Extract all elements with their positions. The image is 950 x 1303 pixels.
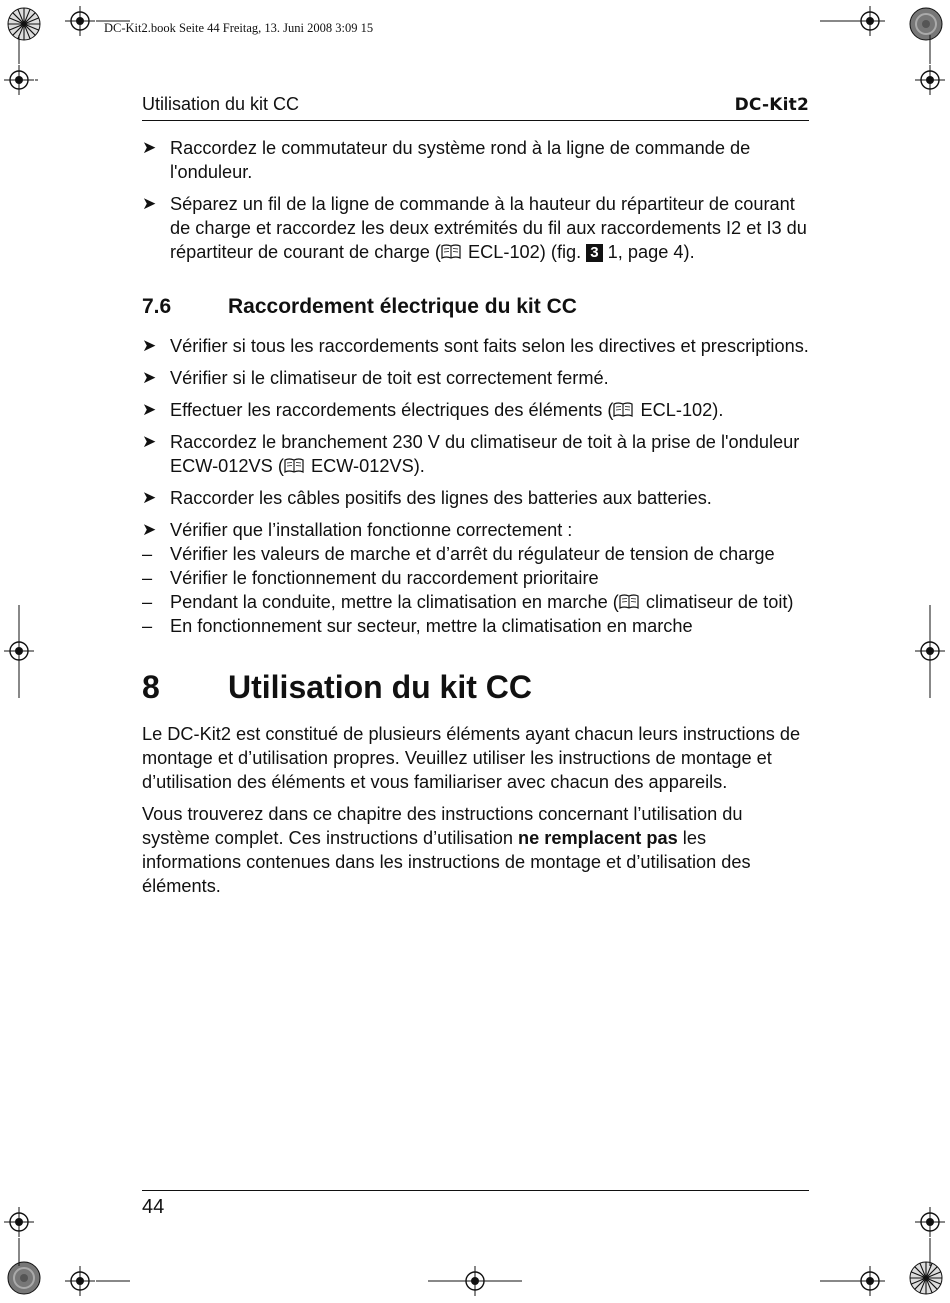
list-item-text: Vérifier que l’installation fonctionne correctement : — [170, 520, 573, 540]
sub-list-item-text: Vérifier les valeurs de marche et d’arrêt du régulateur de tension de charge — [170, 544, 775, 564]
arrow-bullet-icon: ➤ — [142, 520, 157, 539]
arrow-bullet-icon: ➤ — [142, 368, 157, 387]
list-item-text: Effectuer les raccordements électriques des éléments ( — [170, 400, 614, 420]
list-item — [142, 398, 810, 422]
dash-bullet-icon: – — [142, 568, 153, 588]
list-item — [142, 136, 810, 184]
footer-rule — [142, 1190, 809, 1191]
print-slug: DC-Kit2.book Seite 44 Freitag, 13. Juni 2008 3:09 15 — [104, 21, 374, 35]
list-item-text: Raccordez le branchement 230 V du climatiseur de toit à la prise de l'onduleur ECW-012VS ( — [170, 432, 800, 476]
arrow-bullet-icon: ➤ — [142, 432, 157, 451]
sub-list-item-text: En fonctionnement sur secteur, mettre la climatisation en marche — [170, 616, 693, 636]
section-number: 7.6 — [142, 295, 172, 318]
list-item-text: ECW-012VS). — [305, 456, 425, 476]
list-item — [142, 430, 810, 478]
dash-bullet-icon: – — [142, 544, 153, 564]
list-item-text: ECL-102) (fig. — [462, 242, 587, 262]
list-item-text: 1, page 4). — [602, 242, 695, 262]
arrow-bullet-icon: ➤ — [142, 336, 157, 355]
sub-list-item — [142, 542, 810, 566]
book-icon — [284, 458, 304, 474]
page-number: 44 — [142, 1196, 165, 1218]
list-item — [142, 366, 810, 390]
sub-list — [142, 542, 810, 638]
list-item-text: Vérifier si tous les raccordements sont faits selon les directives et prescriptions. — [170, 336, 809, 356]
dash-bullet-icon: – — [142, 616, 153, 636]
book-icon — [613, 402, 633, 418]
figure-number-badge: 3 — [586, 244, 602, 262]
paragraph-emphasis: ne remplacent pas — [518, 828, 678, 848]
section-heading — [142, 294, 810, 320]
page-content — [142, 136, 810, 906]
arrow-bullet-icon: ➤ — [142, 488, 157, 507]
paragraph: Le DC-Kit2 est constitué de plusieurs éléments ayant chacun leurs instructions de montage et d’utilisation propres. Veuillez utiliser les instructions de montage et d’utilisation des éléments et vous familiariser avec chacun des appareils. — [142, 724, 801, 792]
list-item — [142, 334, 810, 358]
list-item-text: ECL-102). — [635, 400, 724, 420]
list-item — [142, 518, 810, 542]
arrow-bullet-icon: ➤ — [142, 194, 157, 213]
chapter-title: Utilisation du kit CC — [228, 669, 532, 705]
book-icon — [441, 244, 461, 260]
list-item-text: Vérifier si le climatiseur de toit est correctement fermé. — [170, 368, 609, 388]
paragraph-text: Vous trouverez dans ce chapitre des instructions concernant l’utilisation du système complet. Ces instructions d’utilisation — [142, 804, 743, 848]
arrow-bullet-icon: ➤ — [142, 400, 157, 419]
list-item-text: Raccordez le commutateur du système rond à la ligne de commande de l'onduleur. — [170, 138, 751, 182]
list-item-text: Raccorder les câbles positifs des lignes des batteries aux batteries. — [170, 488, 712, 508]
sub-list-item-text: climatiseur de toit) — [640, 592, 794, 612]
sub-list-item — [142, 614, 810, 638]
header-product-name: DC-Kit2 — [734, 95, 809, 115]
sub-list-item-text: Pendant la conduite, mettre la climatisation en marche ( — [170, 592, 619, 612]
sub-list-item — [142, 590, 810, 614]
section-title: Raccordement électrique du kit CC — [228, 295, 577, 318]
list-item — [142, 192, 810, 264]
sub-list-item — [142, 566, 810, 590]
running-header — [142, 94, 809, 121]
arrow-bullet-icon: ➤ — [142, 138, 157, 157]
paragraph-text: les informations contenues dans les instructions de montage et d’utilisation des éléments. — [142, 828, 751, 896]
sub-list-item-text: Vérifier le fonctionnement du raccordement prioritaire — [170, 568, 599, 588]
list-item-text: Séparez un fil de la ligne de commande à la hauteur du répartiteur de courant de charge et raccordez les deux extrémités du fil aux raccordements I2 et I3 du répartiteur de courant de charge ( — [170, 194, 807, 262]
list-item — [142, 486, 810, 510]
book-icon — [619, 594, 639, 610]
chapter-heading — [142, 668, 810, 706]
header-chapter-title: Utilisation du kit CC — [142, 94, 300, 114]
paragraph — [142, 802, 810, 898]
chapter-number: 8 — [142, 669, 160, 705]
dash-bullet-icon: – — [142, 592, 153, 612]
